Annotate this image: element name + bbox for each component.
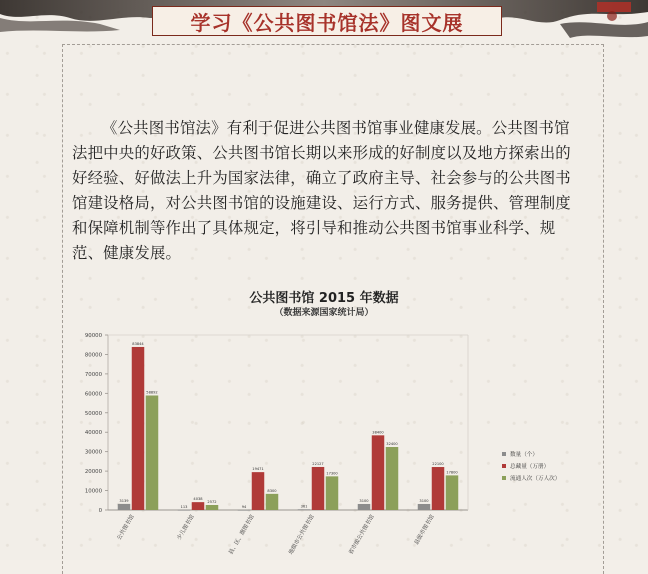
y-tick-label: 40000 (84, 430, 102, 437)
y-tick-label: 50000 (84, 410, 102, 417)
category-label: 地级市公共图书馆 (288, 514, 316, 556)
data-label: 58892 (146, 390, 158, 395)
bar (238, 510, 251, 511)
category-label: 县级市图书馆 (413, 514, 436, 547)
page-title: 学习《公共图书馆法》图文展 (190, 10, 464, 35)
data-label: 17300 (326, 471, 338, 476)
y-tick-label: 80000 (84, 352, 102, 359)
bar (146, 395, 159, 510)
y-tick-label: 10000 (84, 488, 102, 495)
bar (206, 505, 219, 510)
y-tick-label: 60000 (84, 391, 102, 398)
y-tick-label: 20000 (84, 469, 102, 476)
legend-swatch (502, 464, 506, 468)
legend-swatch (502, 476, 506, 480)
bar (358, 504, 371, 510)
data-label: 22100 (432, 462, 444, 467)
category-label: 省市级公共图书馆 (348, 514, 376, 556)
bar (118, 504, 131, 510)
bar (266, 494, 279, 510)
data-label: 17800 (446, 470, 458, 475)
bar (446, 475, 459, 510)
data-label: 3100 (359, 498, 369, 503)
chart-subtitle: （数据来源国家统计局） (274, 308, 374, 318)
bar (432, 467, 445, 510)
bar (178, 510, 191, 511)
data-label: 113 (180, 504, 188, 509)
legend-label: 流通人次（万人次） (510, 476, 561, 482)
data-label: 3100 (419, 498, 429, 503)
data-label: 83844 (132, 341, 144, 346)
intro-paragraph: 《公共图书馆法》有利于促进公共图书馆事业健康发展。公共图书馆法把中央的好政策、公共图书馆长期以来形成的好制度以及地方探索出的好经验、好做法上升为国家法律，确立了政府主导、社会参与的公共图书馆建设格局，对公共图书馆的设施建设、运行方式、服务提供、管理制度和保障机制等作出了具体规定，将引导和推动公共图书馆事业科学、规范、健康发展。 (72, 119, 571, 262)
bar (298, 509, 311, 510)
data-label: 8300 (267, 488, 277, 493)
bar (386, 447, 399, 510)
data-label: 94 (241, 504, 247, 509)
y-tick-label: 70000 (84, 371, 102, 378)
legend-label: 数量（个） (510, 452, 538, 458)
y-tick-label: 30000 (84, 449, 102, 456)
data-label: 22127 (312, 461, 324, 466)
data-label: 19471 (252, 467, 264, 472)
data-label: 38400 (372, 430, 384, 435)
bar (132, 347, 145, 510)
bar (252, 472, 265, 510)
y-tick-label: 90000 (84, 333, 102, 339)
category-label: 公共图书馆 (116, 514, 136, 542)
bar (312, 467, 325, 510)
bar (326, 476, 339, 510)
legend-label: 总藏量（万册） (510, 464, 550, 470)
data-label: 32400 (386, 442, 398, 446)
bar (418, 504, 431, 510)
bar (192, 502, 205, 510)
category-label: 县、区、旗图书馆 (228, 514, 256, 556)
bar (372, 435, 385, 510)
legend-swatch (502, 452, 506, 456)
data-label: 4038 (193, 497, 203, 502)
data-label: 2572 (207, 499, 217, 504)
category-label: 少儿图书馆 (176, 514, 196, 542)
data-label: 361 (300, 504, 308, 509)
chart-title: 公共图书馆 2015 年数据 (249, 291, 399, 306)
y-tick-label: 0 (98, 508, 102, 514)
data-label: 3139 (119, 498, 129, 503)
